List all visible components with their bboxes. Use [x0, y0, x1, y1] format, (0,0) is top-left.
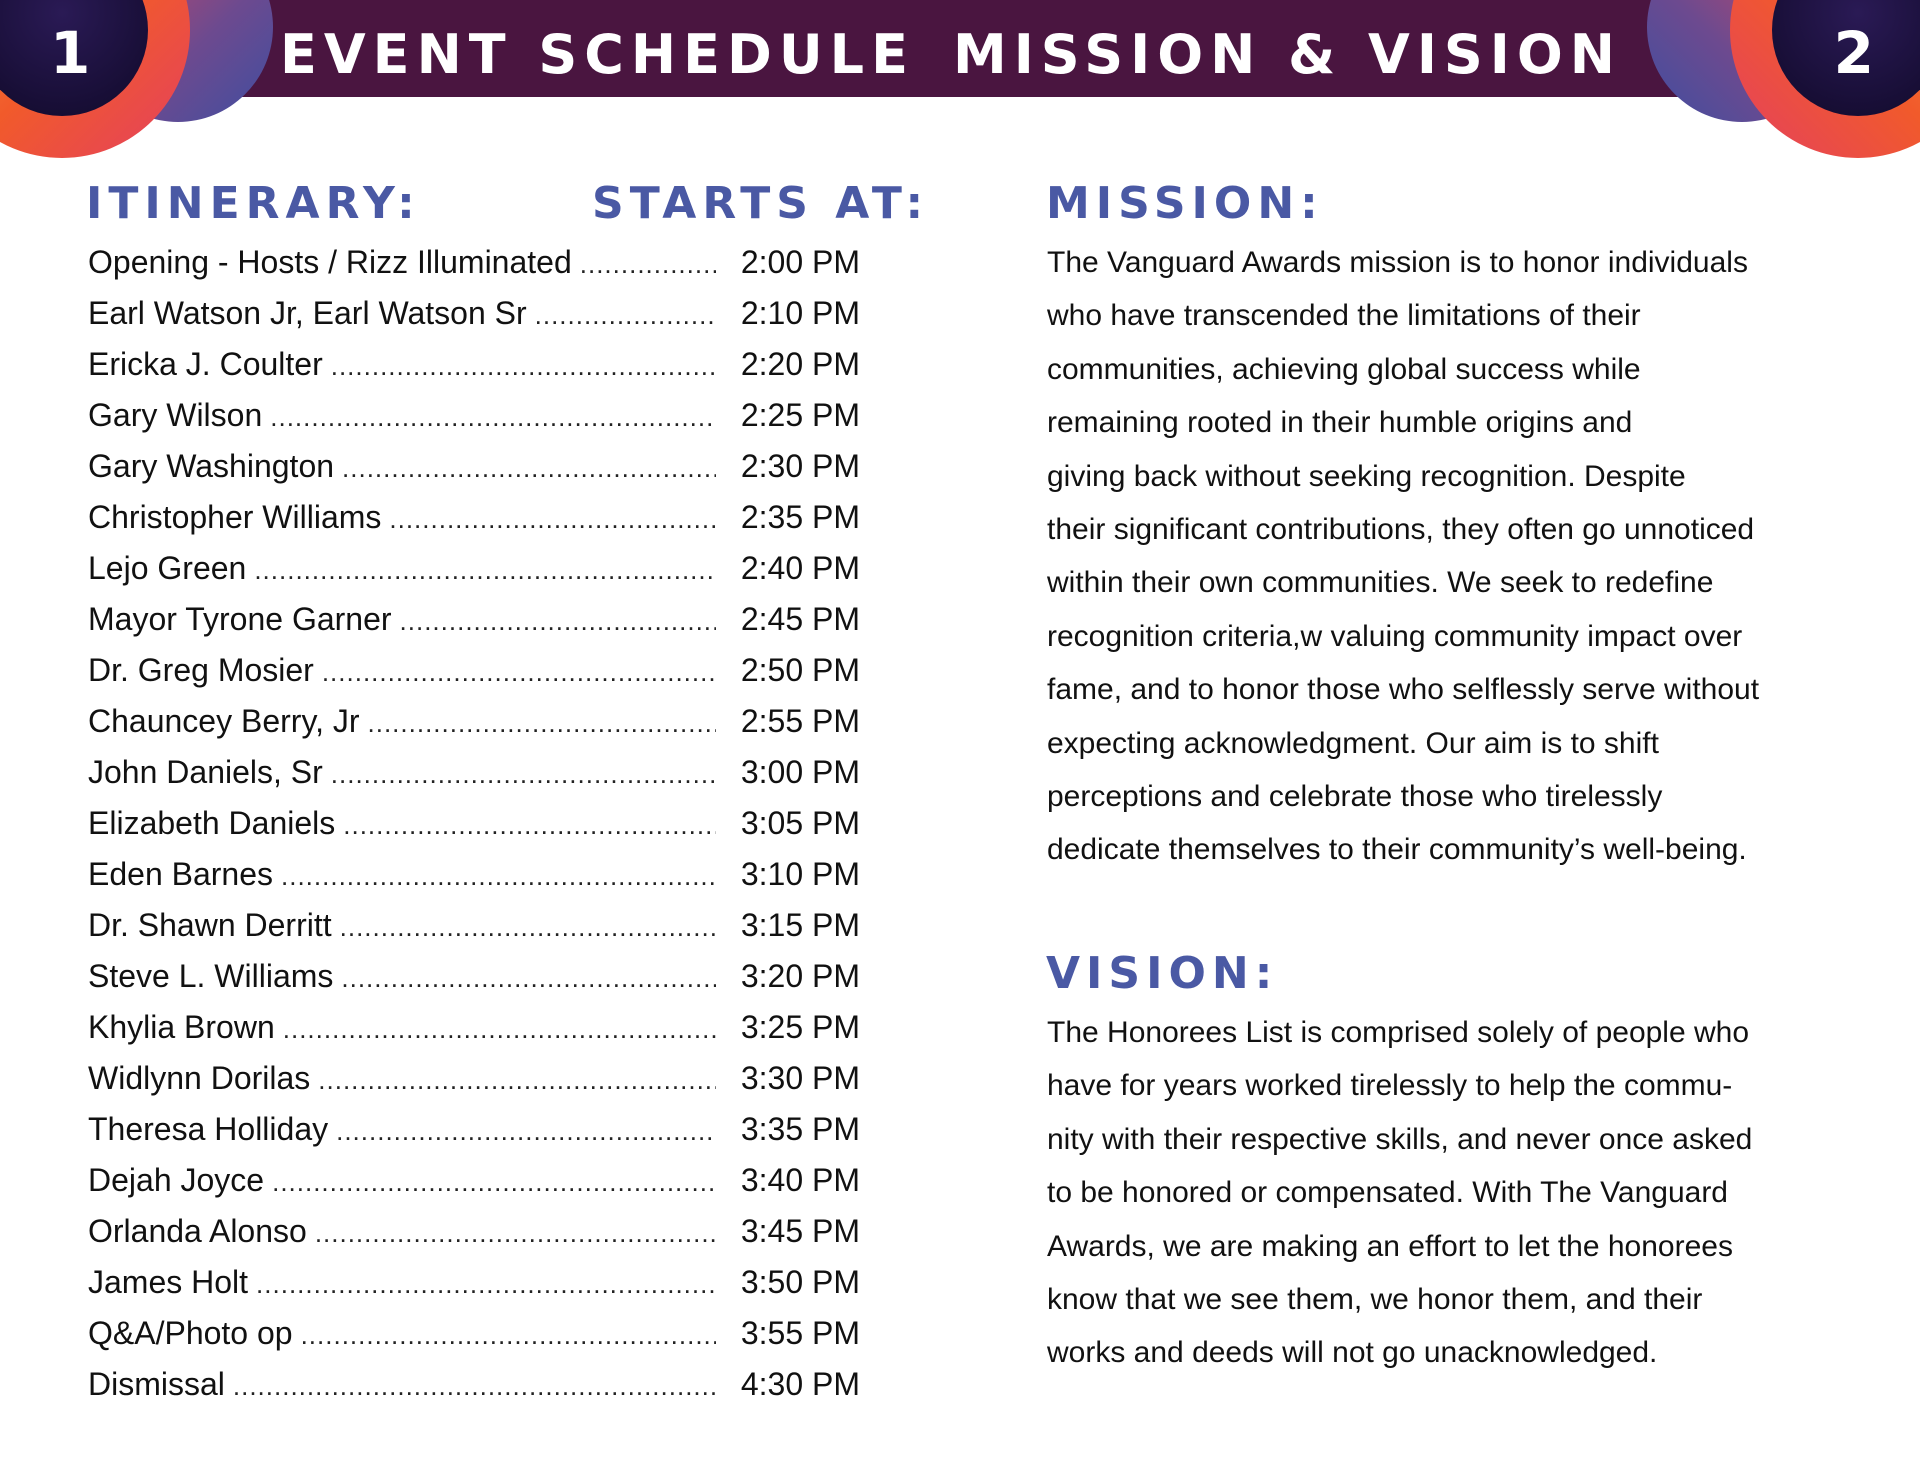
right-corner-circles	[1630, 0, 1920, 170]
itinerary-name: Gary Washington	[88, 448, 335, 484]
mission-vision-title: MISSION & VISION	[952, 23, 1622, 86]
itinerary-name: Chauncey Berry, Jr	[88, 703, 360, 739]
vision-heading: VISION:	[1046, 948, 1279, 999]
itinerary-heading: ITINERARY:	[86, 178, 421, 229]
dot-leader	[340, 902, 716, 953]
itinerary-row	[88, 1002, 860, 1053]
dot-leader	[272, 1157, 716, 1208]
itinerary-time: 3:25 PM	[740, 1009, 860, 1045]
dot-leader	[342, 443, 716, 494]
itinerary-name: Opening - Hosts / Rizz Illuminated	[88, 244, 572, 280]
itinerary-row	[88, 339, 860, 390]
itinerary-row	[88, 543, 860, 594]
itinerary-time: 3:30 PM	[740, 1060, 860, 1096]
itinerary-name: John Daniels, Sr	[88, 754, 323, 790]
dot-leader	[331, 749, 716, 800]
dot-leader	[281, 851, 716, 902]
itinerary-time: 3:35 PM	[740, 1111, 860, 1147]
right-page-number: 2	[1833, 19, 1874, 87]
itinerary-row	[88, 492, 860, 543]
itinerary-name: Dr. Shawn Derritt	[88, 907, 332, 943]
itinerary-row	[88, 747, 860, 798]
itinerary-row	[88, 1053, 860, 1104]
itinerary-row	[88, 645, 860, 696]
itinerary-name: Eden Barnes	[88, 856, 274, 892]
dot-leader	[254, 545, 716, 596]
paragraph-line: The Honorees List is comprised solely of people who	[1047, 1016, 1750, 1049]
event-schedule-title: EVENT SCHEDULE	[280, 23, 915, 86]
paragraph-line: fame, and to honor those who selflessly serve without	[1047, 673, 1760, 707]
starts-at-heading: STARTS AT:	[592, 178, 930, 229]
vision-paragraph	[1047, 1006, 1857, 1380]
mission-heading: MISSION:	[1046, 178, 1324, 229]
itinerary-time: 3:15 PM	[740, 907, 860, 943]
itinerary-name: Theresa Holliday	[88, 1111, 329, 1147]
itinerary-name: Earl Watson Jr, Earl Watson Sr	[88, 295, 527, 331]
itinerary-time: 3:05 PM	[740, 805, 860, 841]
itinerary-name: Dejah Joyce	[88, 1162, 265, 1198]
itinerary-list	[88, 237, 860, 1410]
itinerary-row	[88, 951, 860, 1002]
dot-leader	[580, 239, 716, 290]
itinerary-time: 3:50 PM	[740, 1264, 860, 1300]
itinerary-time: 2:55 PM	[740, 703, 860, 739]
paragraph-line: have for years worked tirelessly to help the commu-	[1047, 1069, 1733, 1103]
itinerary-time: 3:10 PM	[740, 856, 860, 892]
dot-leader	[368, 698, 717, 749]
itinerary-row	[88, 1104, 860, 1155]
itinerary-name: Mayor Tyrone Garner	[88, 601, 392, 637]
paragraph-line: within their own communities. We seek to redefine	[1047, 566, 1714, 600]
dot-leader	[283, 1004, 716, 1055]
itinerary-name: Dr. Greg Mosier	[88, 652, 314, 688]
itinerary-time: 2:00 PM	[740, 244, 860, 280]
itinerary-time: 2:35 PM	[740, 499, 860, 535]
dot-leader	[331, 341, 716, 392]
itinerary-row	[88, 441, 860, 492]
itinerary-row	[88, 1308, 860, 1359]
itinerary-name: Dismissal	[88, 1366, 225, 1402]
dot-leader	[341, 953, 716, 1004]
itinerary-time: 3:45 PM	[740, 1213, 860, 1249]
itinerary-time: 2:30 PM	[740, 448, 860, 484]
paragraph-line: remaining rooted in their humble origins and	[1047, 406, 1633, 440]
dot-leader	[389, 494, 716, 545]
dot-leader	[336, 1106, 716, 1157]
dot-leader	[301, 1310, 716, 1361]
dot-leader	[343, 800, 716, 851]
dot-leader	[322, 647, 716, 698]
itinerary-row	[88, 390, 860, 441]
itinerary-time: 2:20 PM	[740, 346, 860, 382]
dot-leader	[535, 290, 716, 341]
dot-leader	[256, 1259, 716, 1310]
itinerary-row	[88, 1155, 860, 1206]
itinerary-row	[88, 594, 860, 645]
dot-leader	[400, 596, 716, 647]
dot-leader	[270, 392, 716, 443]
itinerary-time: 3:55 PM	[740, 1315, 860, 1351]
dot-leader	[318, 1055, 716, 1106]
itinerary-name: Christopher Williams	[88, 499, 382, 535]
itinerary-row	[88, 1206, 860, 1257]
itinerary-time: 2:10 PM	[740, 295, 860, 331]
paragraph-line: know that we see them, we honor them, and their	[1047, 1282, 1703, 1316]
itinerary-name: James Holt	[88, 1264, 249, 1300]
itinerary-name: Lejo Green	[88, 550, 247, 586]
itinerary-time: 2:45 PM	[740, 601, 860, 637]
paragraph-line: their significant contributions, they often go unnoticed	[1047, 512, 1755, 546]
itinerary-row	[88, 288, 860, 339]
paragraph-line: dedicate themselves to their community’s well-being.	[1047, 833, 1747, 867]
left-page-number: 1	[50, 19, 91, 87]
itinerary-name: Orlanda Alonso	[88, 1213, 307, 1249]
itinerary-time: 2:25 PM	[740, 397, 860, 433]
itinerary-time: 2:40 PM	[740, 550, 860, 586]
itinerary-name: Gary Wilson	[88, 397, 263, 433]
left-corner-circles	[0, 0, 290, 170]
itinerary-name: Khylia Brown	[88, 1009, 275, 1045]
paragraph-line: nity with their respective skills, and never once asked	[1047, 1122, 1753, 1156]
paragraph-line: expecting acknowledgment. Our aim is to shift	[1047, 726, 1659, 760]
mission-paragraph	[1047, 236, 1857, 877]
dot-leader	[315, 1208, 716, 1259]
itinerary-row	[88, 696, 860, 747]
itinerary-time: 3:00 PM	[740, 754, 860, 790]
paragraph-line: works and deeds will not go unacknowledged.	[1047, 1336, 1658, 1370]
paragraph-line: perceptions and celebrate those who tirelessly	[1047, 779, 1663, 813]
itinerary-row	[88, 1359, 860, 1410]
paragraph-line: The Vanguard Awards mission is to honor individuals	[1047, 246, 1748, 279]
itinerary-row	[88, 237, 860, 288]
paragraph-line: who have transcended the limitations of their	[1047, 299, 1641, 333]
itinerary-name: Widlynn Dorilas	[88, 1060, 311, 1096]
paragraph-line: communities, achieving global success while	[1047, 352, 1641, 386]
paragraph-line: giving back without seeking recognition. Despite	[1047, 459, 1686, 493]
itinerary-time: 3:40 PM	[740, 1162, 860, 1198]
paragraph-line: Awards, we are making an effort to let the honorees	[1047, 1229, 1733, 1263]
itinerary-name: Ericka J. Coulter	[88, 346, 323, 382]
paragraph-line: recognition criteria,w valuing community impact over	[1047, 619, 1743, 653]
itinerary-name: Elizabeth Daniels	[88, 805, 336, 841]
itinerary-row	[88, 900, 860, 951]
itinerary-row	[88, 798, 860, 849]
itinerary-time: 3:20 PM	[740, 958, 860, 994]
itinerary-row	[88, 849, 860, 900]
itinerary-row	[88, 1257, 860, 1308]
dot-leader	[233, 1361, 716, 1412]
itinerary-name: Steve L. Williams	[88, 958, 334, 994]
itinerary-name: Q&A/Photo op	[88, 1315, 293, 1351]
paragraph-line: to be honored or compensated. With The Vanguard	[1047, 1176, 1728, 1210]
itinerary-time: 4:30 PM	[740, 1366, 860, 1402]
itinerary-time: 2:50 PM	[740, 652, 860, 688]
